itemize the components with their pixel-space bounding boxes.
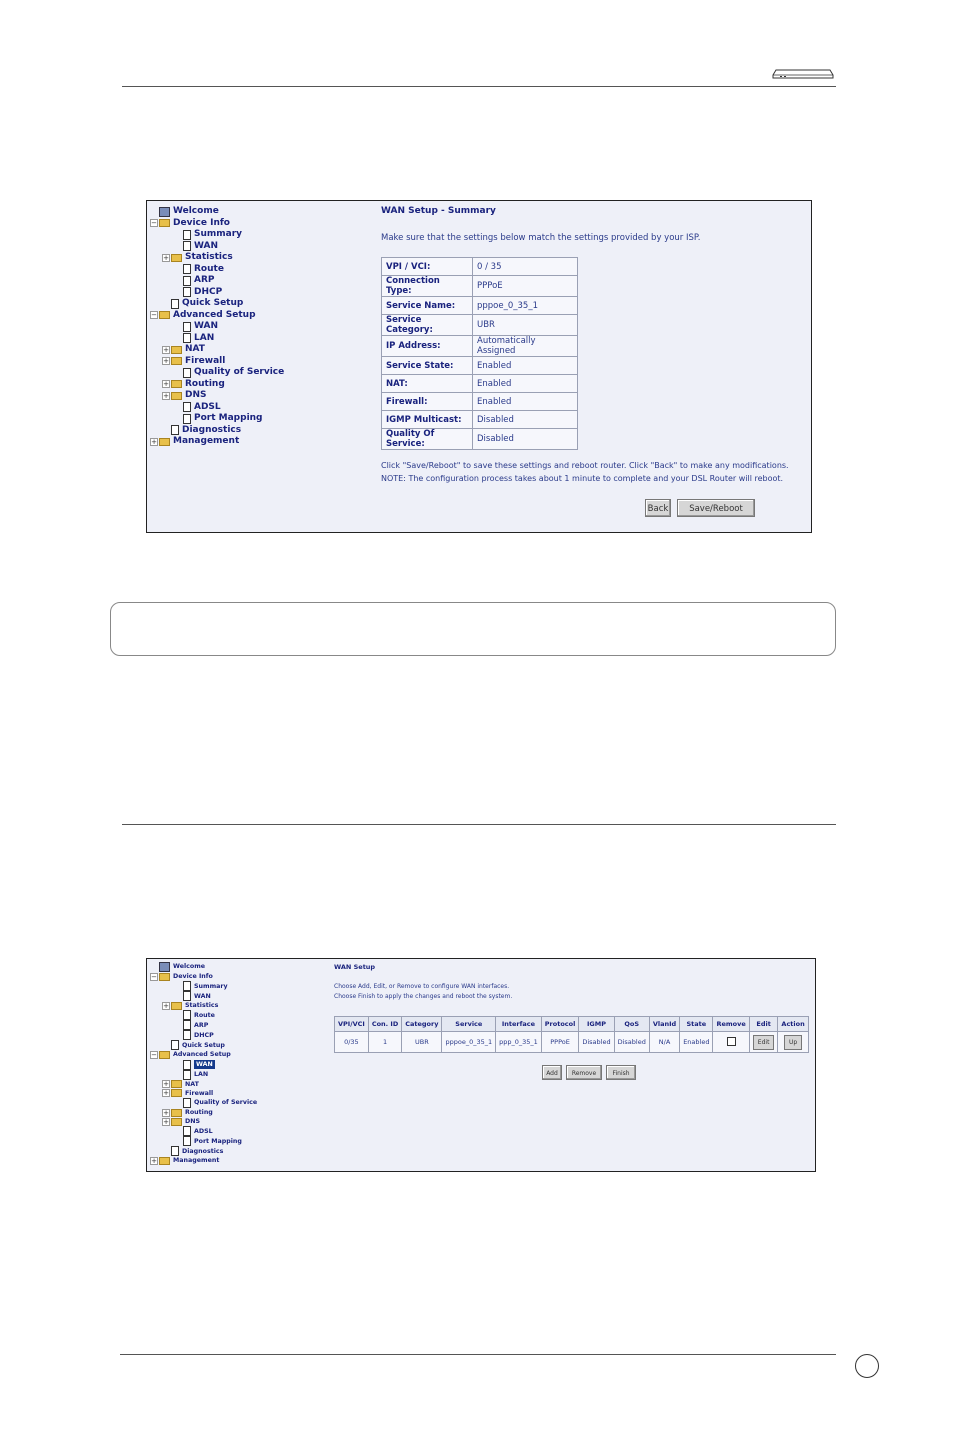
tree-item[interactable] [150,436,284,448]
table-cell: PPPoE [541,1032,579,1053]
page-icon [171,1146,179,1156]
page-icon [183,287,191,297]
table-cell: 1 [368,1032,401,1053]
intro-text: Make sure that the settings below match the settings provided by your ISP. [381,233,701,243]
column-header: Interface [496,1017,542,1032]
tree-item-label: NAT [185,1080,199,1088]
tree-item-label: Management [173,1157,220,1165]
table-cell: ppp_0_35_1 [496,1032,542,1053]
tree-item-label: DHCP [194,1031,214,1039]
table-cell: pppoe_0_35_1 [442,1032,496,1053]
table-cell: Disabled [579,1032,614,1053]
tree-item-label: Advanced Setup [173,309,256,320]
table-cell: Enabled [680,1032,713,1053]
note-line-1: Click "Save/Reboot" to save these settings and reboot router. Click "Back" to make any modifications. [381,461,789,470]
tree-item-label: ADSL [194,401,221,412]
tree-item[interactable] [150,962,257,972]
collapse-icon[interactable]: − [151,1051,157,1059]
table-row [382,297,578,315]
router-icon [772,66,834,80]
tree-item-label: Firewall [185,355,226,366]
folder-icon [171,346,182,354]
tree-item[interactable] [150,413,284,425]
page-icon [183,1060,191,1070]
tree-item[interactable] [150,1070,257,1080]
setting-value: Enabled [473,357,578,375]
expand-icon[interactable]: + [163,1108,169,1117]
page-title: WAN Setup [334,963,376,971]
page-icon [183,368,191,378]
column-header: Remove [713,1017,749,1032]
note-box [110,602,836,656]
tree-item-label: Firewall [185,1089,214,1097]
column-header: Edit [749,1017,778,1032]
page-icon [183,322,191,332]
table-row [382,393,578,411]
tree-item[interactable] [150,425,284,437]
expand-icon[interactable]: + [163,357,169,366]
tree-item-label: Route [194,263,224,274]
tree-item-label: ARP [194,1021,209,1029]
tree-item[interactable] [150,1080,257,1089]
wan-table [334,1016,809,1053]
table-row [382,375,578,393]
up-button[interactable]: Up [784,1035,802,1050]
action-cell [778,1032,808,1053]
header-rule [122,86,836,87]
table-row [382,276,578,297]
page-icon [183,264,191,274]
expand-icon[interactable]: + [163,253,169,262]
page-icon [183,1126,191,1136]
page-icon [183,276,191,286]
folder-icon [171,1080,182,1088]
tree-item[interactable] [150,229,284,241]
page-icon [183,333,191,343]
intro-text-1: Choose Add, Edit, or Remove to configure WAN interfaces. [334,983,510,990]
folder-icon [171,1089,182,1097]
setting-name: VPI / VCI: [382,258,473,276]
column-header: State [680,1017,713,1032]
page-number-circle [855,1354,879,1378]
page-icon [183,1070,191,1080]
folder-icon [159,1157,170,1165]
wan-summary-screenshot [146,200,812,533]
tree-item[interactable] [150,981,257,991]
tree-item[interactable] [150,1146,257,1156]
tree-item[interactable] [150,264,284,276]
tree-item[interactable] [150,1098,257,1108]
tree-item[interactable] [150,1010,257,1020]
note-line-2: NOTE: The configuration process takes about 1 minute to complete and your DSL Router will reboot. [381,474,784,483]
tree-item[interactable] [150,298,284,310]
column-header: Service [442,1017,496,1032]
nav-tree [150,962,257,1166]
tree-item[interactable] [150,1001,257,1010]
tree-item-label: Quick Setup [182,298,244,308]
page-icon [171,425,179,435]
page-icon [183,241,191,251]
folder-icon [159,438,170,446]
setting-name: Service State: [382,357,473,375]
edit-cell [749,1032,778,1053]
table-row [335,1032,809,1053]
tree-item[interactable] [150,1156,257,1165]
tree-item[interactable] [150,1117,257,1126]
tree-item[interactable] [150,402,284,414]
tree-item-label: Welcome [173,206,219,216]
folder-icon [171,1118,182,1126]
table-row [382,258,578,276]
folder-icon [171,357,182,365]
column-header: Protocol [541,1017,579,1032]
setting-value: pppoe_0_35_1 [473,297,578,315]
setting-value: Disabled [473,429,578,450]
setting-name: Quality Of Service: [382,429,473,450]
folder-icon [171,380,182,388]
add-button[interactable]: Add [542,1065,562,1080]
setting-value: Disabled [473,411,578,429]
tree-item[interactable] [150,287,284,299]
setting-name: Service Name: [382,297,473,315]
expand-icon[interactable]: + [163,345,169,354]
setting-name: IP Address: [382,336,473,357]
page-icon [183,1030,191,1040]
page-icon [183,414,191,424]
tree-item[interactable] [150,1126,257,1136]
tree-item[interactable] [150,206,284,218]
expand-icon[interactable]: + [151,1157,157,1166]
tree-item-label: Summary [194,229,243,239]
computer-icon [159,962,170,972]
page-icon [171,299,179,309]
page-icon [183,1010,191,1020]
page-icon [183,1020,191,1030]
tree-item[interactable] [150,333,284,345]
summary-table [381,257,578,450]
page-icon [183,1098,191,1108]
tree-item[interactable] [150,390,284,402]
tree-item-label: WAN [196,1061,213,1068]
tree-item[interactable] [150,252,284,264]
nav-tree [150,206,284,448]
tree-item[interactable] [150,1060,257,1070]
table-row [382,357,578,375]
tree-item-label: Route [194,1011,215,1019]
column-header: QoS [614,1017,649,1032]
tree-item-label: Quality of Service [194,367,285,377]
finish-button[interactable]: Finish [606,1065,636,1080]
table-row [382,411,578,429]
expand-icon[interactable]: + [163,380,169,389]
column-header: VlanId [649,1017,679,1032]
table-row [382,429,578,450]
tree-item-label: Port Mapping [194,413,263,423]
tree-item[interactable] [150,991,257,1001]
expand-icon[interactable]: + [163,391,169,400]
tree-item[interactable] [150,218,284,230]
remove-cell [713,1032,749,1053]
page-icon [183,1136,191,1146]
tree-item[interactable] [150,1050,257,1059]
tree-item-label: Management [173,436,240,446]
tree-item-label: ADSL [194,1127,213,1135]
tree-item[interactable] [150,241,284,253]
setting-name: Service Category: [382,315,473,336]
save-reboot-button[interactable]: Save/Reboot [677,499,755,517]
column-header: Category [402,1017,442,1032]
setting-value: PPPoE [473,276,578,297]
folder-icon [159,219,170,227]
folder-icon [171,1109,182,1117]
page-icon [183,981,191,991]
tree-item[interactable] [150,972,257,981]
expand-icon[interactable]: + [163,1117,169,1126]
tree-item-label: ARP [194,275,215,285]
table-row [382,315,578,336]
page-icon [183,402,191,412]
edit-button[interactable]: Edit [753,1035,775,1050]
table-cell: Disabled [614,1032,649,1053]
setting-value: Automatically Assigned [473,336,578,357]
tree-item[interactable] [150,1020,257,1030]
tree-item-label: NAT [185,344,205,354]
expand-icon[interactable]: + [163,1089,169,1098]
tree-item-label: Advanced Setup [173,1051,231,1059]
folder-icon [159,1051,170,1059]
tree-item-label: Diagnostics [182,424,242,435]
tree-item-label: WAN [194,240,219,251]
tree-item[interactable] [150,1089,257,1098]
header-row [335,1017,809,1032]
tree-item-label: Welcome [173,963,206,971]
table-cell: N/A [649,1032,679,1053]
tree-item-label: Quality of Service [194,1099,258,1107]
tree-item[interactable] [150,321,284,333]
tree-item-label: Diagnostics [182,1147,224,1155]
collapse-icon[interactable]: − [151,972,157,981]
tree-item[interactable] [150,310,284,322]
collapse-icon[interactable]: − [151,219,157,228]
tree-item-label: Device Info [173,973,213,980]
remove-button[interactable]: Remove [566,1065,602,1080]
page-icon [183,991,191,1001]
table-cell: UBR [402,1032,442,1053]
tree-item[interactable] [150,356,284,368]
tree-item-label: DNS [185,1118,201,1126]
tree-item-label: LAN [194,1071,209,1078]
tree-item[interactable] [150,1030,257,1040]
folder-icon [171,1002,182,1010]
tree-item[interactable] [150,344,284,356]
wan-setup-screenshot [146,958,816,1172]
expand-icon[interactable]: + [163,1080,169,1089]
tree-item-label: LAN [194,332,215,343]
column-header: VPI/VCI [335,1017,369,1032]
page-icon [171,1040,179,1050]
tree-item-label: Routing [185,378,225,389]
tree-item-label: DNS [185,390,207,400]
tree-item[interactable] [150,1040,257,1050]
column-header: IGMP [579,1017,614,1032]
setting-name: IGMP Multicast: [382,411,473,429]
remove-checkbox[interactable] [727,1037,736,1046]
tree-item-label: WAN [194,992,211,1000]
table-row [382,336,578,357]
table-cell: 0/35 [335,1032,369,1053]
folder-icon [159,973,170,981]
folder-icon [171,254,182,262]
folder-icon [159,311,170,319]
setting-value: Enabled [473,393,578,411]
setting-value: Enabled [473,375,578,393]
tree-item[interactable] [150,379,284,391]
setting-value: UBR [473,315,578,336]
section-rule [122,824,836,825]
tree-item-label: Summary [194,982,228,990]
tree-item-label: Device Info [173,217,230,228]
footer-rule [120,1354,836,1355]
tree-item[interactable] [150,1108,257,1117]
setting-name: Firewall: [382,393,473,411]
computer-icon [159,207,170,217]
back-button[interactable]: Back [645,499,671,517]
tree-item-label: Statistics [185,252,233,262]
tree-item-label: Quick Setup [182,1041,225,1049]
column-header: Action [778,1017,808,1032]
setting-name: Connection Type: [382,276,473,297]
page-icon [183,230,191,240]
tree-item[interactable] [150,1136,257,1146]
tree-item[interactable] [150,367,284,379]
setting-value: 0 / 35 [473,258,578,276]
folder-icon [171,392,182,400]
tree-item[interactable] [150,275,284,287]
tree-item-label: Port Mapping [194,1137,242,1145]
expand-icon[interactable]: + [151,437,157,446]
column-header: Con. ID [368,1017,401,1032]
setting-name: NAT: [382,375,473,393]
collapse-icon[interactable]: − [151,311,157,320]
page-title: WAN Setup - Summary [381,206,496,216]
tree-item-label: DHCP [194,286,223,297]
tree-item-label: Statistics [185,1002,219,1010]
tree-item-label: WAN [194,321,219,331]
tree-item-label: Routing [185,1109,213,1117]
expand-icon[interactable]: + [163,1001,169,1010]
intro-text-2: Choose Finish to apply the changes and reboot the system. [334,993,513,1000]
